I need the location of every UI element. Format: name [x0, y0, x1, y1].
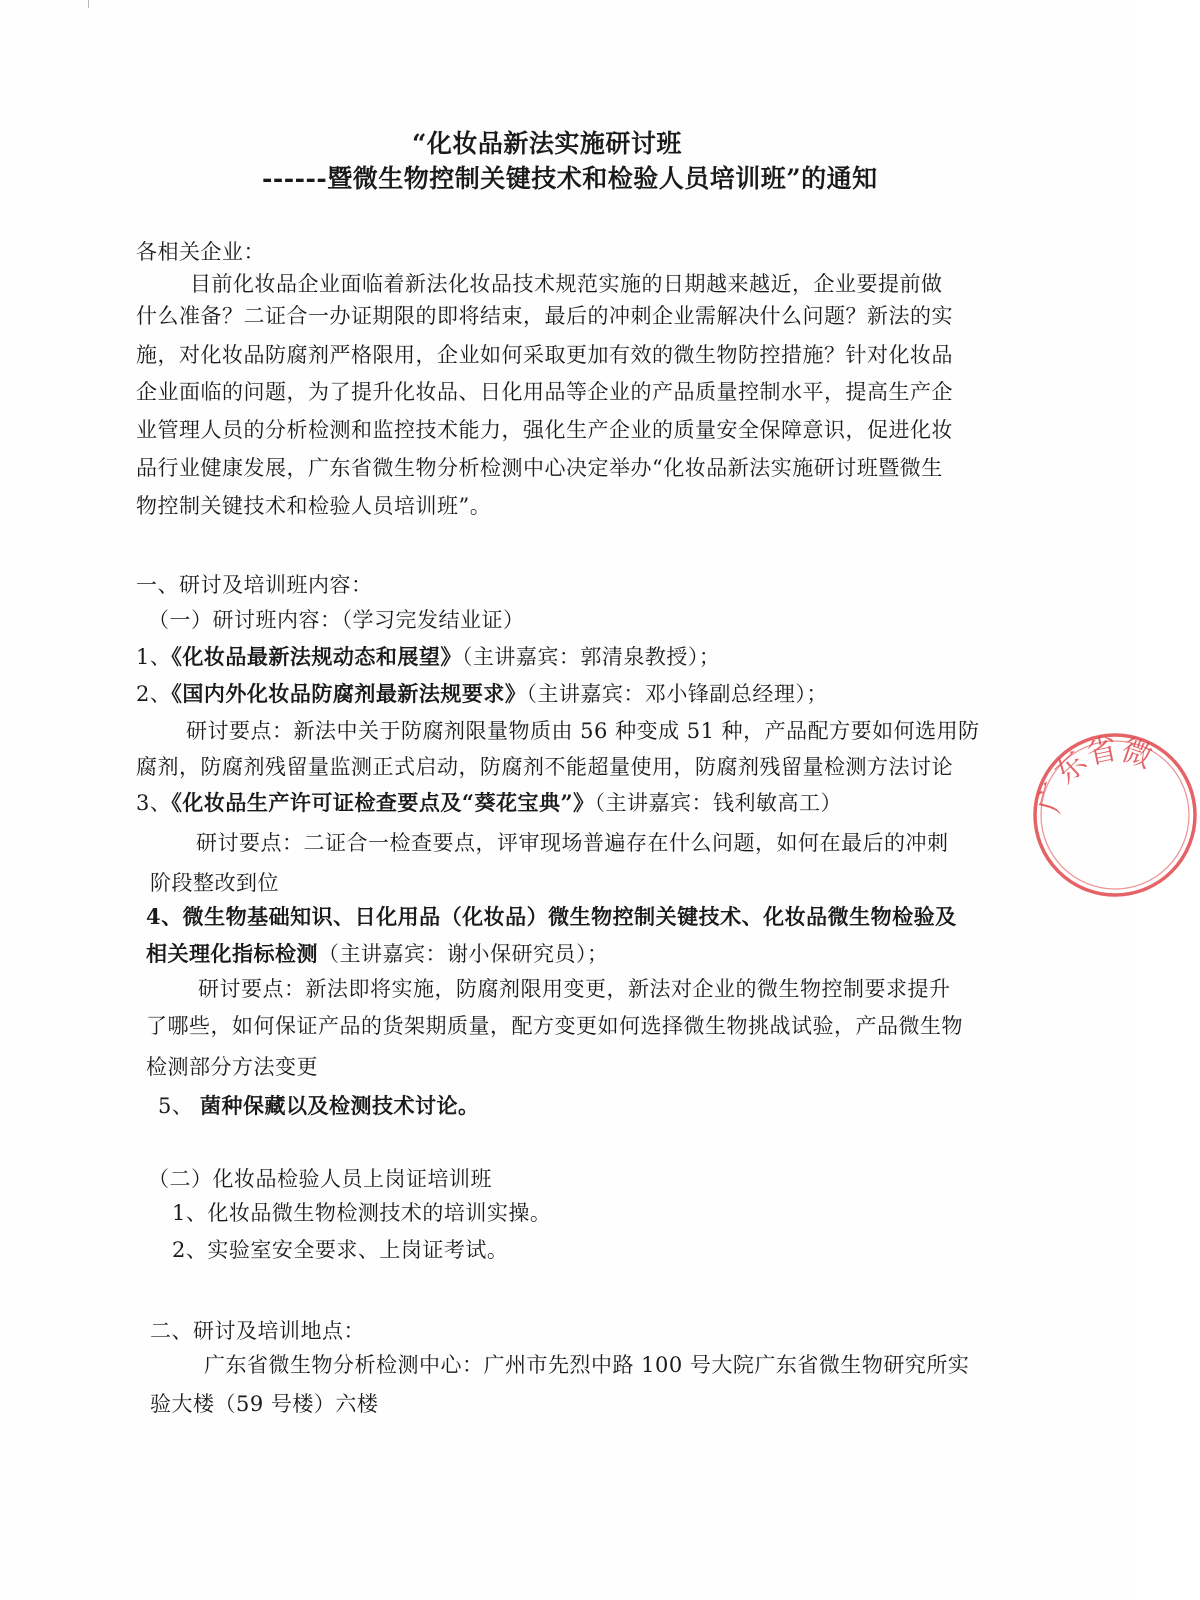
- title-line-2: ------暨微生物控制关键技术和检验人员培训班”的通知: [262, 164, 878, 193]
- item-2-title: 《国内外化妆品防腐剂最新法规要求》: [171, 681, 527, 706]
- stamp-text: 广东省微: [1031, 731, 1157, 817]
- item-4-points: 检测部分方法变更: [146, 1055, 318, 1079]
- intro-line: 业管理人员的分析检测和监控技术能力，强化生产企业的质量安全保障意识，促进化妆: [136, 418, 953, 442]
- section1-sub1-heading: （一）研讨班内容：（学习完发结业证）: [148, 608, 525, 632]
- intro-line: 施，对化妆品防腐剂严格限用，企业如何采取更加有效的微生物防控措施？针对化妆品: [136, 343, 953, 367]
- intro-line: 目前化妆品企业面临着新法化妆品技术规范实施的日期越来越近，企业要提前做: [190, 272, 943, 296]
- item-3-points: 阶段整改到位: [150, 871, 279, 895]
- intro-line: 物控制关键技术和检验人员培训班”。: [136, 494, 492, 518]
- official-seal-stamp: [1030, 730, 1200, 900]
- sub2-item: 1、化妆品微生物检测技术的培训实操。: [172, 1201, 552, 1225]
- item-4-line-1: 4、微生物基础知识、日化用品（化妆品）微生物控制关键技术、化妆品微生物检验及: [146, 904, 957, 929]
- section1-heading: 一、研讨及培训班内容：: [136, 573, 373, 597]
- item-2-speaker: （主讲嘉宾：邓小锋副总经理）；: [526, 682, 828, 706]
- scan-edge-mark: [88, 0, 89, 8]
- item-5-text: 菌种保藏以及检测技术讨论。: [200, 1093, 480, 1118]
- item-1-title: 《化妆品最新法规动态和展望》: [171, 644, 462, 669]
- title-line-1: “化妆品新法实施研讨班: [412, 129, 682, 158]
- section2-heading: 二、研讨及培训地点：: [150, 1319, 365, 1343]
- item-1-speaker: （主讲嘉宾：郭清泉教授）；: [461, 645, 721, 669]
- intro-line: 企业面临的问题，为了提升化妆品、日化用品等企业的产品质量控制水平，提高生产企: [136, 380, 953, 404]
- item-1: [136, 643, 720, 671]
- item-3-number: 3、: [136, 791, 172, 815]
- item-4-speaker: （主讲嘉宾：谢小保研究员）；: [318, 942, 609, 966]
- item-4-topic: 相关理化指标检测: [146, 941, 318, 966]
- item-2: [136, 680, 828, 708]
- item-1-number: 1、: [136, 645, 172, 669]
- item-5-number: 5、: [158, 1094, 194, 1118]
- item-3-title: 《化妆品生产许可证检查要点及“葵花宝典”》: [171, 790, 595, 815]
- item-4-line-2: [146, 940, 609, 968]
- address-line: 验大楼（59 号楼）六楼: [150, 1392, 379, 1416]
- item-4-points: 研讨要点：新法即将实施，防腐剂限用变更，新法对企业的微生物控制要求提升: [198, 977, 951, 1001]
- intro-line: 品行业健康发展，广东省微生物分析检测中心决定举办“化妆品新法实施研讨班暨微生: [136, 456, 943, 480]
- item-2-points: 腐剂，防腐剂残留量监测正式启动，防腐剂不能超量使用，防腐剂残留量检测方法讨论: [136, 755, 953, 779]
- page-blank-bottom: [140, 1440, 1000, 1580]
- intro-line: 什么准备？二证合一办证期限的即将结束，最后的冲刺企业需解决什么问题？新法的实: [136, 304, 953, 328]
- sub2-item: 2、实验室安全要求、上岗证考试。: [172, 1238, 509, 1262]
- address-line: 广东省微生物分析检测中心：广州市先烈中路 100 号大院广东省微生物研究所实: [204, 1353, 970, 1377]
- section1-sub2-heading: （二）化妆品检验人员上岗证培训班: [148, 1167, 492, 1191]
- item-4-points: 了哪些，如何保证产品的货架期质量，配方变更如何选择微生物挑战试验，产品微生物: [146, 1014, 963, 1038]
- item-3-points: 研讨要点：二证合一检查要点，评审现场普遍存在什么问题，如何在最后的冲刺: [196, 831, 949, 855]
- item-2-points: 研讨要点：新法中关于防腐剂限量物质由 56 种变成 51 种，产品配方要如何选用防: [186, 719, 980, 743]
- item-2-number: 2、: [136, 682, 172, 706]
- salutation: 各相关企业：: [136, 240, 265, 264]
- item-3-speaker: （主讲嘉宾：钱利敏高工）: [594, 791, 843, 815]
- item-3: [136, 789, 842, 817]
